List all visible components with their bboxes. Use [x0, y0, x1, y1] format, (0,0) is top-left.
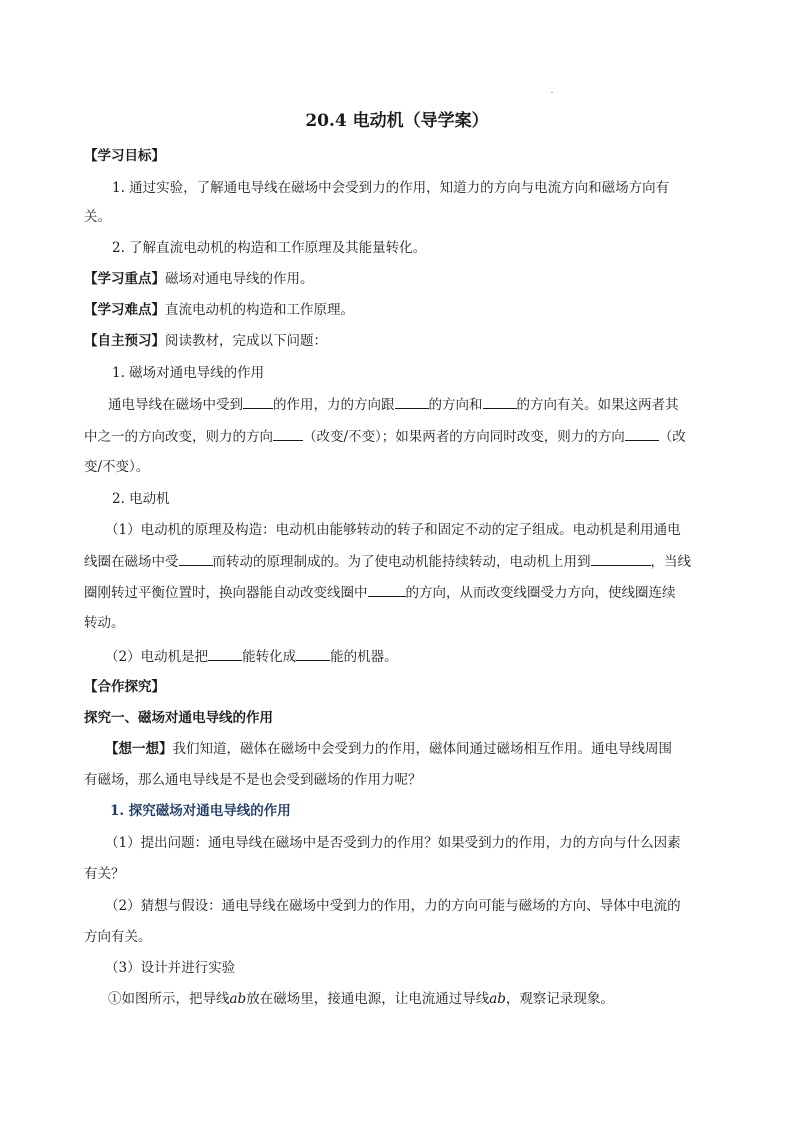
preview-item-1-heading: 1. 磁场对通电导线的作用 [112, 365, 265, 381]
fill-blank [179, 551, 213, 566]
key-text: 磁场对通电导线的作用。 [165, 271, 314, 287]
think-label: 【想一想】 [105, 741, 173, 757]
fill-blank [625, 426, 659, 441]
text-run: 我们知道，磁体在磁场中会受到力的作用，磁体间通过磁场相互作用。通电导线周围 [172, 741, 672, 757]
question-2-line-1: （2）猜想与假设：通电导线在磁场中受到力的作用，力的方向可能与磁场的方向、导体中电流的 [105, 898, 681, 914]
question-1-line-2: 有关？ [84, 866, 125, 882]
wire-label: ab [489, 991, 506, 1007]
goal-1-line-2: 关。 [84, 209, 111, 225]
question-2-line-2: 方向有关。 [84, 929, 152, 945]
hard-label: 【学习难点】 [84, 302, 165, 318]
cooperation-header: 【合作探究】 [84, 679, 165, 695]
think-line-1 [105, 739, 735, 759]
fill-blank [368, 582, 406, 597]
text-run: 的作用，力的方向跟 [273, 397, 395, 413]
wire-label: ab [229, 991, 247, 1007]
experiment-step-1 [108, 989, 738, 1009]
fill-blank [208, 646, 242, 661]
text-run: 圈刚转过平衡位置时，换向器能自动改变线圈中 [84, 585, 368, 601]
text-run: （2）电动机是把 [105, 649, 209, 665]
fill-blank [591, 551, 651, 566]
text-run: 放在磁场里，接通电源，让电流通过导线 [246, 991, 490, 1007]
difficult-points [84, 300, 714, 320]
text-run: 能转化成 [242, 649, 297, 665]
stray-dot [551, 92, 553, 93]
goal-2: 2. 了解直流电动机的构造和工作原理及其能量转化。 [112, 240, 427, 256]
preview-text: 阅读教材，完成以下问题： [165, 333, 327, 349]
text-run: （改变/不变）；如果两者的方向同时改变，则力的方向 [303, 429, 625, 445]
goals-header: 【学习目标】 [84, 148, 165, 164]
question-1-line-1: （1）提出问题：通电导线在磁场中是否受到力的作用？如果受到力的作用，力的方向与什么因素 [105, 835, 681, 851]
preview-item-2-line-1: （1）电动机的原理及构造：电动机由能够转动的转子和固定不动的定子组成。电动机是利用通电 [105, 522, 681, 538]
preview-item-1-line-2 [84, 426, 714, 447]
goal-1-line-1: 1. 通过实验，了解通电导线在磁场中会受到力的作用，知道力的方向与电流方向和磁场方向有 [112, 180, 670, 196]
key-points [84, 269, 714, 289]
page-title: 20.4 电动机（导学案） [305, 111, 489, 131]
preview-label: 【自主预习】 [84, 333, 165, 349]
fill-blank [483, 394, 517, 409]
preview-item-2-heading: 2. 电动机 [112, 491, 170, 507]
text-run: （改 [658, 429, 686, 445]
subsection-1-heading: 1. 探究磁场对通电导线的作用 [110, 803, 291, 819]
text-run: 而转动的原理制成的。为了使电动机能持续转动，电动机上用到 [212, 554, 591, 570]
text-run: 线圈在磁场中受 [84, 554, 179, 570]
fill-blank [273, 426, 303, 441]
preview-item-1-line-3: 变/不变）。 [84, 459, 150, 475]
text-run: 通电导线在磁场中受到 [108, 397, 243, 413]
preview-item-2-line-4: 转动。 [84, 615, 125, 631]
question-3: （3）设计并进行实验 [105, 960, 236, 976]
hard-text: 直流电动机的构造和工作原理。 [165, 302, 354, 318]
text-run: ，观察记录现象。 [505, 991, 614, 1007]
text-run: 能的机器。 [330, 649, 398, 665]
preview-section [84, 331, 714, 351]
fill-blank [296, 646, 330, 661]
text-run: ，当线 [650, 554, 691, 570]
text-run: 的方向和 [428, 397, 483, 413]
key-label: 【学习重点】 [84, 271, 165, 287]
text-run: ①如图所示，把导线 [108, 991, 230, 1007]
text-run: 的方向有关。如果这两者其 [516, 397, 679, 413]
text-run: 的方向，从而改变线圈受力方向，使线圈连续 [405, 585, 676, 601]
fill-blank [243, 394, 273, 409]
explore-1-heading: 探究一、磁场对通电导线的作用 [84, 710, 273, 726]
text-run: 中之一的方向改变，则力的方向 [84, 429, 273, 445]
think-line-2: 有磁场，那么通电导线是不是也会受到磁场的作用力呢？ [84, 772, 422, 788]
preview-item-2-line-5 [105, 646, 735, 667]
preview-item-1-line-1 [108, 394, 738, 415]
preview-item-2-line-2 [84, 551, 714, 572]
preview-item-2-line-3 [84, 582, 714, 603]
fill-blank [395, 394, 429, 409]
